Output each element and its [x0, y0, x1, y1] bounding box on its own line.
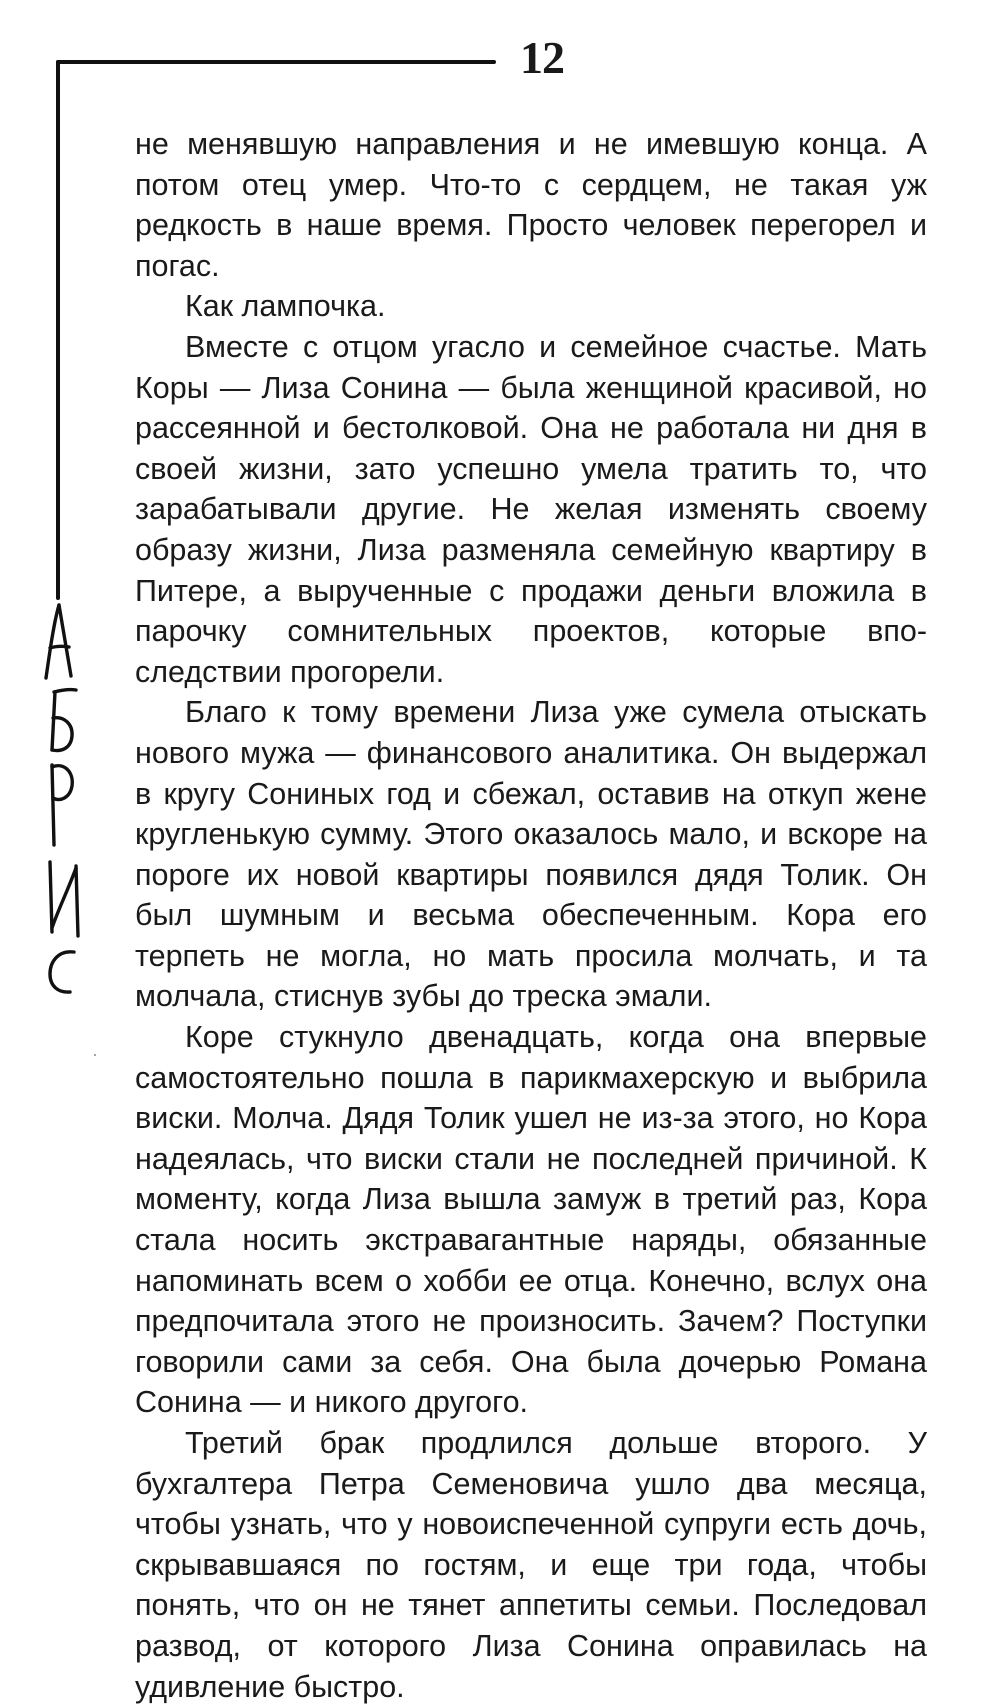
paragraph: Как лампочка.: [185, 289, 386, 324]
page-number: 12: [520, 32, 564, 83]
paragraph: Вместе с отцом угасло и семейное счастье. Мать Коры — Лиза Сонина — была женщиной красивой, но рассеянной и бестолковой. Она не работала ни дня в своей жизни, зато успешно умела тратить то, что зарабатывали другие. Не желая изменять своему образу жизни, Лиза разменяла семейную квартиру в Питере, а вырученные с продажи деньги вложила в парочку сомнительных проектов, которые впоследствии прогорели.: [135, 329, 927, 689]
header-rule: [56, 60, 496, 64]
paragraph: Коре стукнуло двенадцать, когда она впервые самостоятельно пошла в парикмахерскую и выбрила виски. Молча. Дядя Толик ушел не из-за этого, но Кора надеялась, что виски стали не последней причиной. К моменту, когда Лиза вышла замуж в третий раз, Кора стала носить экстравагантные наряды, обязанные напоминать всем о хобби ее отца. Конечно, вслух она предпочитала этого не произносить. Зачем? Поступки говорили сами за себя. Она была дочерью Романа Сонина — и никого другого.: [135, 1020, 927, 1420]
text-block: [135, 124, 927, 1707]
side-rule: [56, 60, 60, 600]
stray-dot: [94, 1054, 96, 1056]
paragraph: не менявшую направления и не имевшую конца. А потом отец умер. Что-то с сердцем, не такая уж редкость в наше время. Просто человек перегорел и погас.: [135, 127, 927, 283]
side-title-lettering: [40, 600, 90, 995]
paragraph: Третий брак продлился дольше второго. У бухгалтера Петра Семеновича ушло два месяца, чтобы узнать, что у новоиспеченной супруги есть дочь, скрывавшаяся по гостям, и еще три года, чтобы понять, что он не тянет аппетиты семьи. Последовал развод, от которого Лиза Сонина оправилась на удивление быстро.: [135, 1426, 927, 1704]
side-title: [40, 600, 90, 995]
paragraph: Благо к тому времени Лиза уже сумела отыскать нового мужа — финансового аналитика. Он выдержал в кругу Сониных год и сбежал, оставив на откуп жене кругленькую сумму. Этого оказалось мало, и вскоре на пороге их новой квартиры появился дядя Толик. Он был шумным и весьма обеспеченным. Кора его терпеть не могла, но мать просила молчать, и та молчала, стиснув зубы до треска эмали.: [135, 695, 927, 1014]
